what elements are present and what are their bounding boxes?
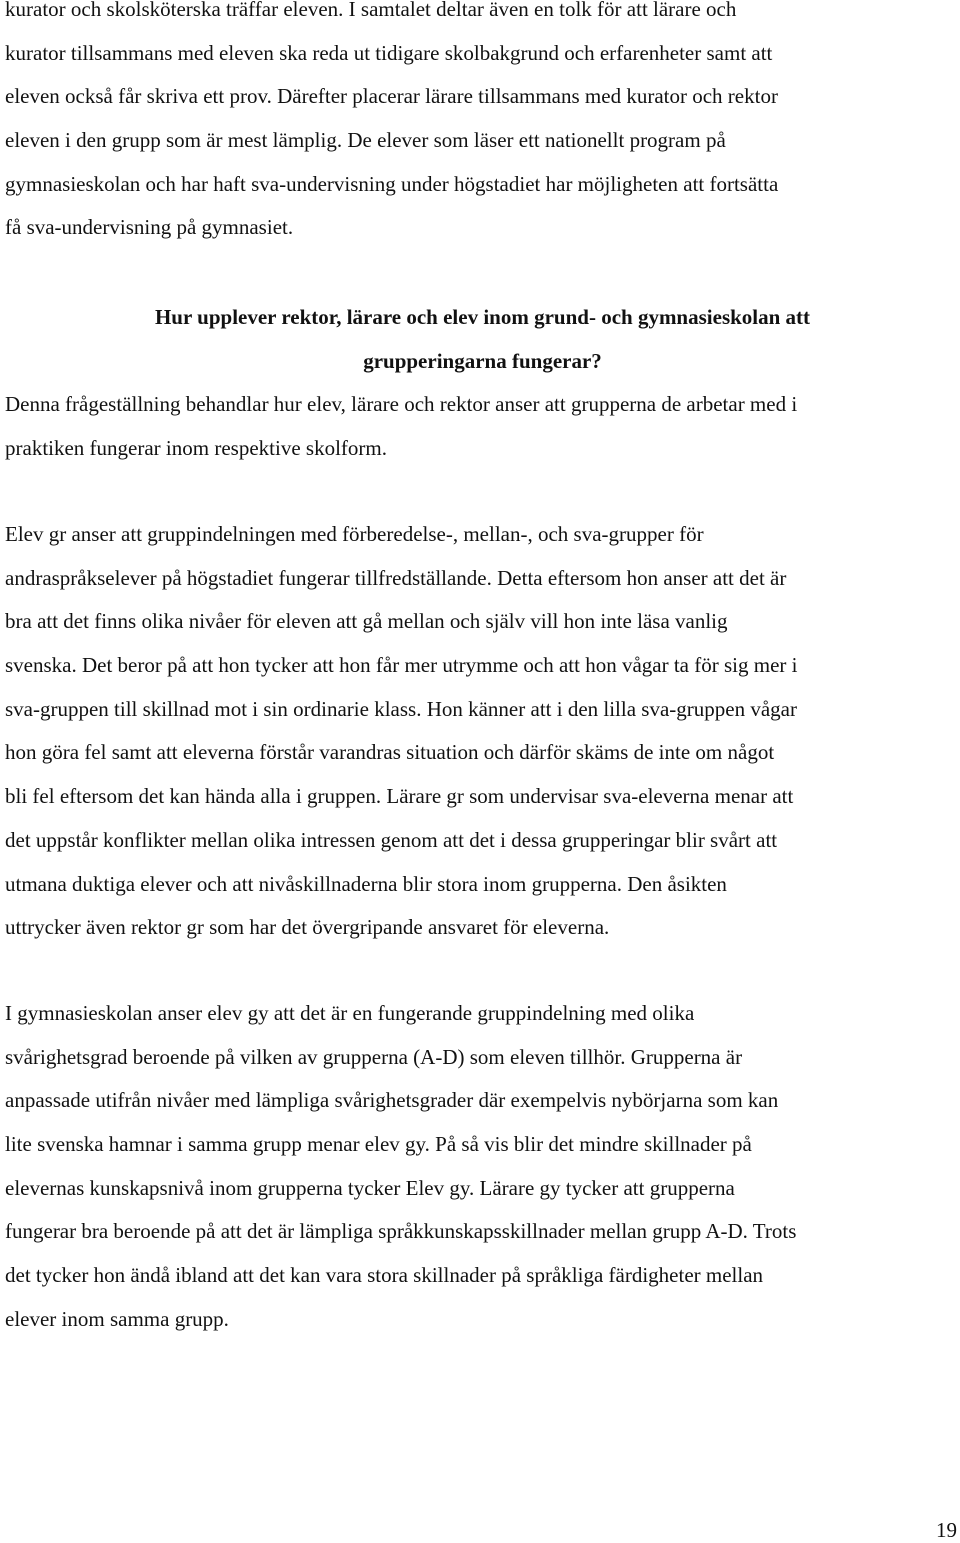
gymnasieskola-paragraph [5,992,796,1342]
text-line: kurator och skolsköterska träffar eleven. I samtalet deltar även en tolk för att lärare och [5,0,737,21]
question-paragraph [5,383,797,470]
text-line: bli fel eftersom det kan hända alla i gruppen. Lärare gr som undervisar sva-eleverna menar att [5,784,794,809]
text-line: eleven också får skriva ett prov. Därefter placerar lärare tillsammans med kurator och rektor [5,84,778,109]
text-line: svårighetsgrad beroende på vilken av grupperna (A-D) som eleven tillhör. Grupperna är [5,1044,743,1069]
text-line: få sva-undervisning på gymnasiet. [5,215,294,240]
text-line: Denna frågeställning behandlar hur elev, lärare och rektor anser att grupperna de arbetar med i [5,392,798,416]
text-line: uttrycker även rektor gr som har det övergripande ansvaret för eleverna. [5,915,610,940]
text-line: sva-gruppen till skillnad mot i sin ordinarie klass. Hon känner att i den lilla sva-gruppen vågar [5,696,797,721]
text-line: det uppstår konflikter mellan olika intressen genom att det i dessa grupperingar blir svårt att [5,827,778,852]
grundskola-paragraph [5,513,797,950]
text-line: det tycker hon ändå ibland att det kan vara stora skillnader på språkliga färdigheter mellan [5,1263,764,1288]
intro-paragraph [5,0,778,250]
text-line: gymnasieskolan och har haft sva-undervisning under högstadiet har möjligheten att fortsätta [5,171,779,196]
text-line: hon göra fel samt att eleverna förstår varandras situation och därför skäms de inte om något [5,740,775,765]
text-line: fungerar bra beroende på att det är lämpliga språkkunskapsskillnader mellan grupp A-D. Trots [5,1219,797,1244]
text-line: lite svenska hamnar i samma grupp menar elev gy. På så vis blir det mindre skillnader på [5,1132,752,1157]
text-line: elever inom samma grupp. [5,1306,229,1331]
text-line: utmana duktiga elever och att nivåskillnaderna blir stora inom grupperna. Den åsikten [5,871,727,896]
heading-line: grupperingarna fungerar? [363,348,602,373]
text-line: andraspråkselever på högstadiet fungerar tillfredställande. Detta eftersom hon anser att det är [5,565,787,590]
text-line: bra att det finns olika nivåer för eleven att gå mellan och själv vill hon inte läsa vanlig [5,609,728,634]
section-heading [5,296,960,383]
text-line: praktiken fungerar inom respektive skolform. [5,435,387,460]
text-line: Elev gr anser att gruppindelningen med förberedelse-, mellan-, och sva-grupper för [5,522,704,546]
text-line: I gymnasieskolan anser elev gy att det är en fungerande gruppindelning med olika [5,1001,695,1025]
text-line: anpassade utifrån nivåer med lämpliga svårighetsgrader där exempelvis nybörjarna som kan [5,1088,779,1113]
text-line: eleven i den grupp som är mest lämplig. De elever som läser ett nationellt program på [5,128,726,153]
heading-line: Hur upplever rektor, lärare och elev inom grund- och gymnasieskolan att [154,305,811,329]
text-line: elevernas kunskapsnivå inom grupperna tycker Elev gy. Lärare gy tycker att grupperna [5,1175,735,1200]
page-number: 19 [936,1518,957,1542]
text-line: kurator tillsammans med eleven ska reda ut tidigare skolbakgrund och erfarenheter samt att [5,40,773,65]
text-line: svenska. Det beror på att hon tycker att hon får mer utrymme och att hon vågar ta för sig mer i [5,653,798,678]
